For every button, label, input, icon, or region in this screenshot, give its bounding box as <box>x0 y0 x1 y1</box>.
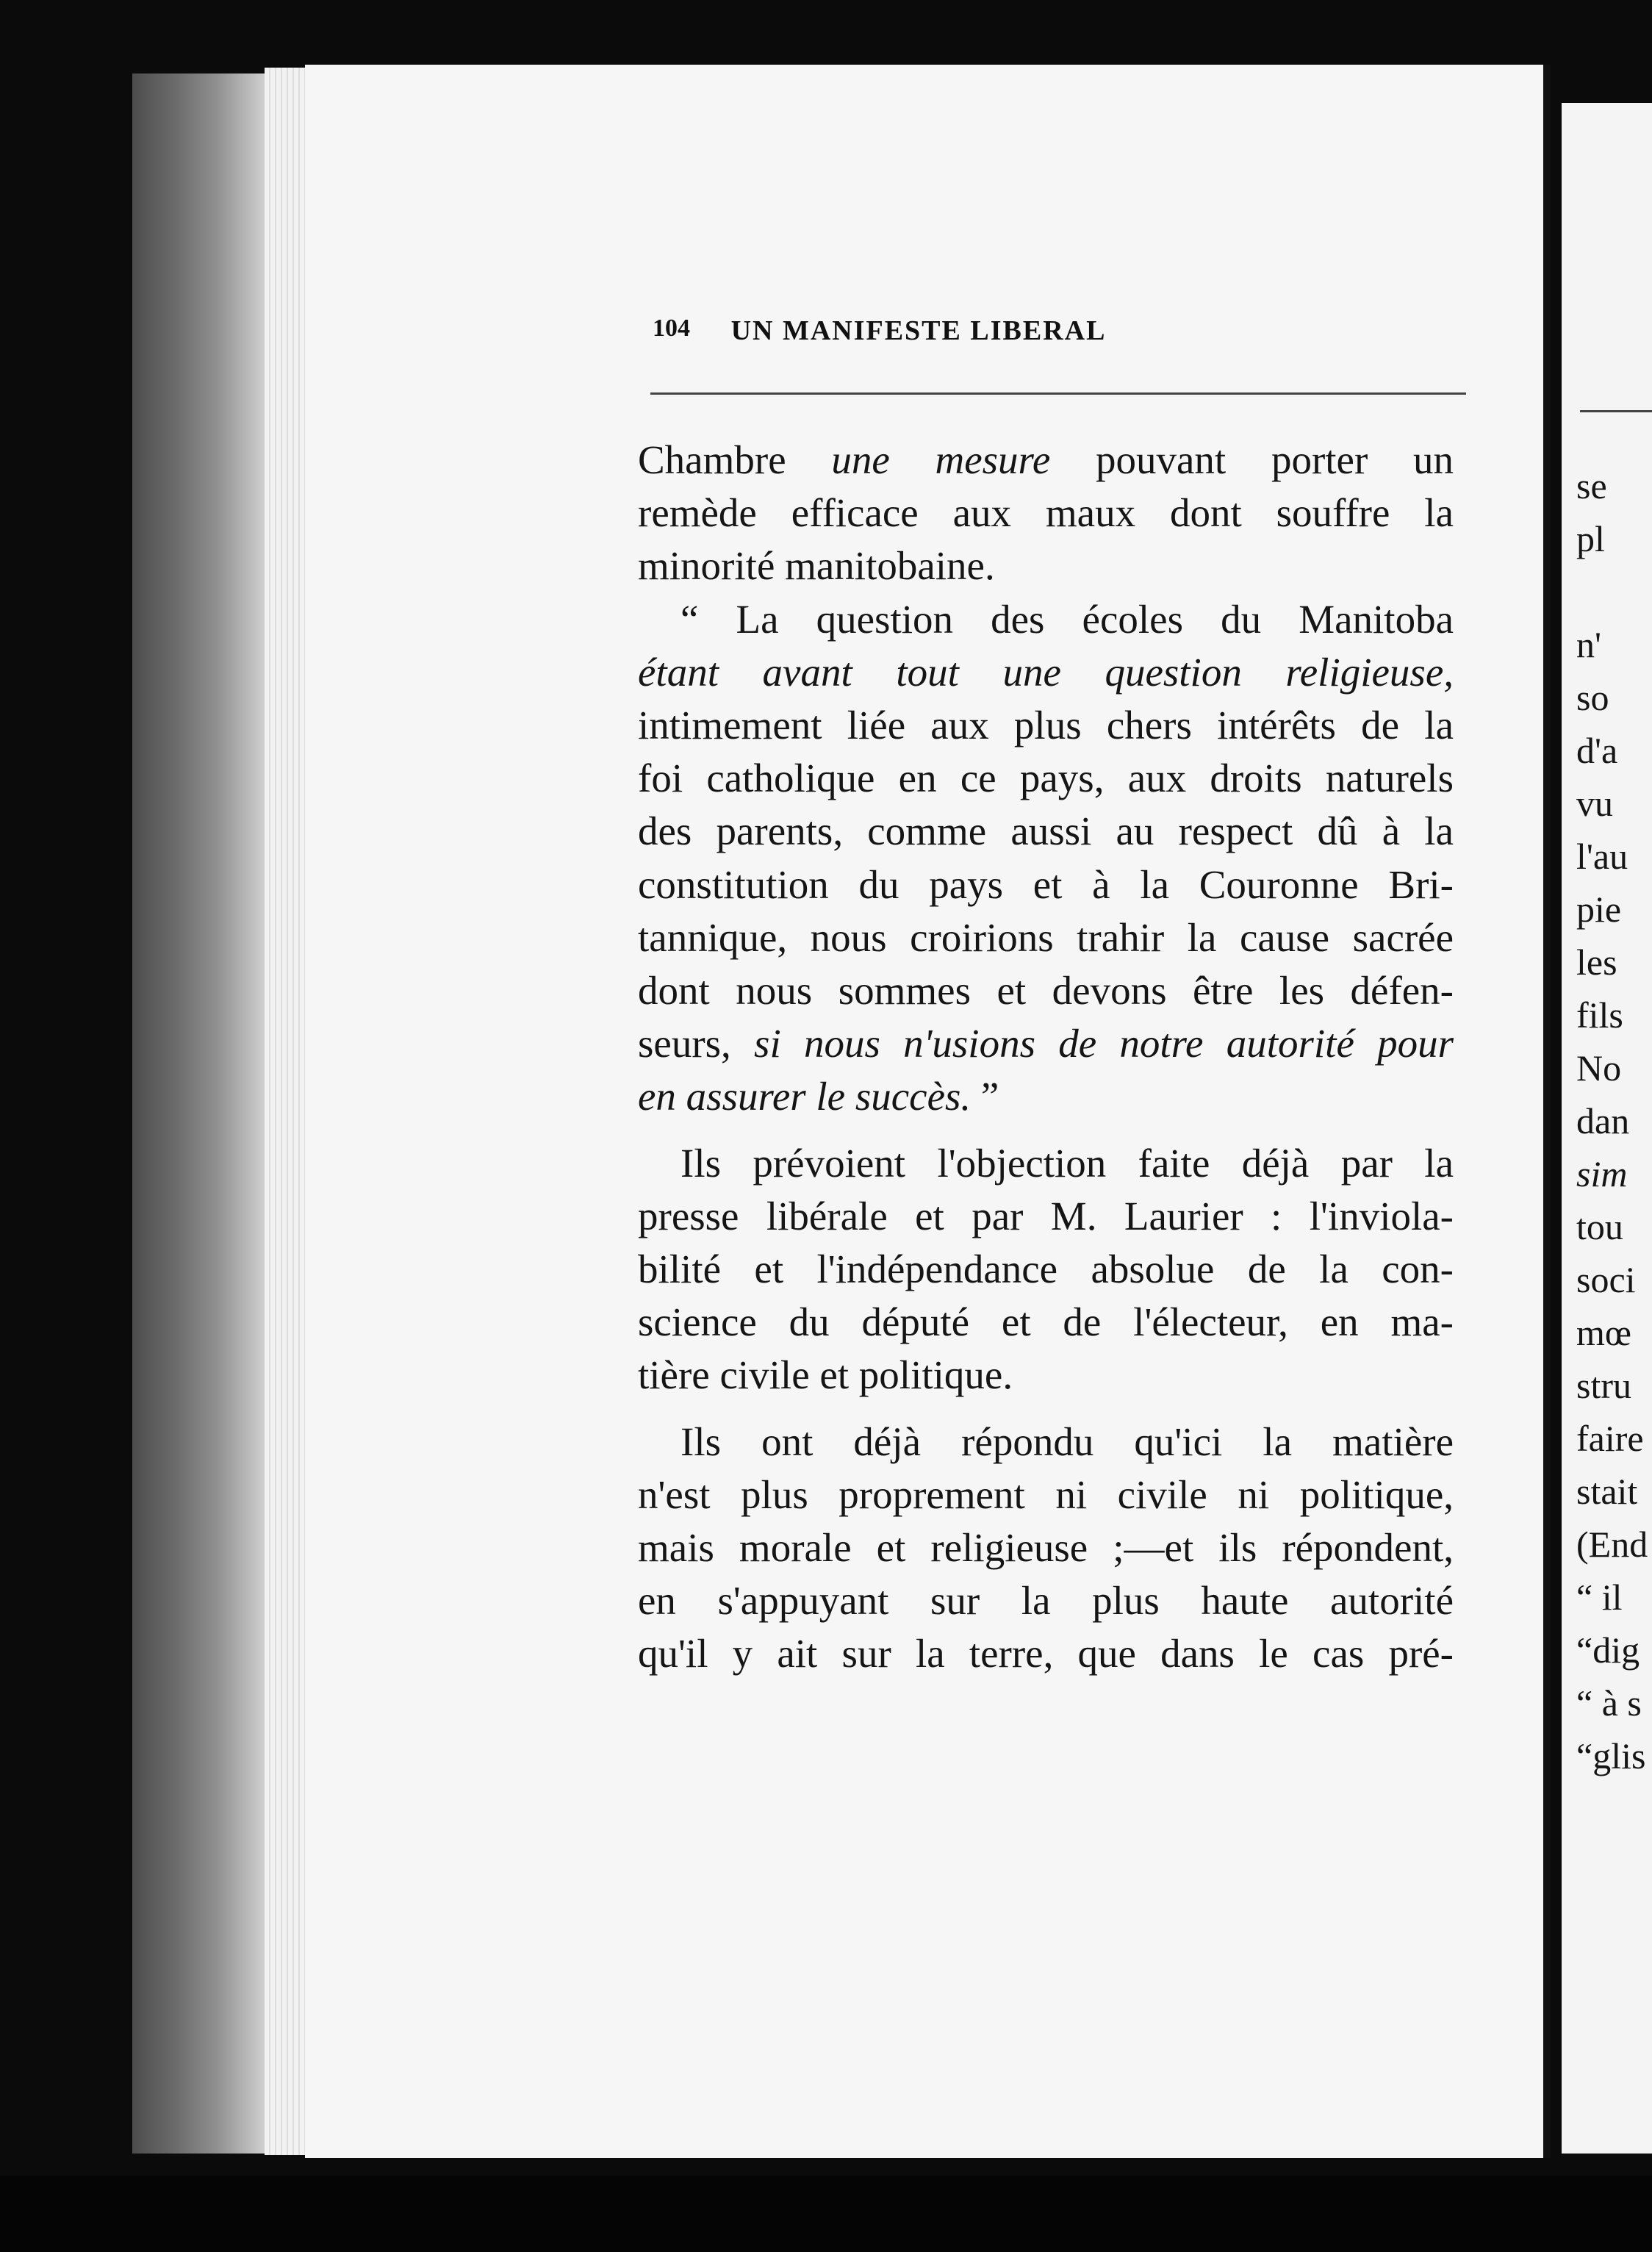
text-line <box>638 858 1454 911</box>
text-line <box>638 593 1454 646</box>
text-segment: science du député et de l'électeur, en ma- <box>638 1299 1454 1345</box>
facing-page-fragment: “glis <box>1576 1735 1646 1776</box>
book-spine <box>132 73 272 2154</box>
text-line <box>638 964 1454 1017</box>
text-line <box>638 805 1454 858</box>
text-segment: Ils ont déjà répondu qu'ici la matière <box>680 1419 1454 1464</box>
text-segment: ” <box>971 1074 999 1119</box>
text-line <box>638 1349 1454 1402</box>
facing-page-fragment: stru <box>1576 1365 1631 1406</box>
text-segment: n'est plus proprement ni civile ni politique, <box>638 1471 1454 1517</box>
italic-text: étant avant tout une question religieuse, <box>638 649 1454 695</box>
running-title: UN MANIFESTE LIBERAL <box>730 315 1107 346</box>
facing-page-fragment: fils <box>1576 994 1623 1036</box>
text-line <box>638 1070 1454 1123</box>
text-line <box>638 1243 1454 1296</box>
text-segment: mais morale et religieuse ;—et ils répondent, <box>638 1525 1454 1571</box>
text-segment: seurs, <box>638 1021 755 1066</box>
text-segment: tannique, nous croirions trahir la cause sacrée <box>638 914 1454 960</box>
facing-page-fragment: soci <box>1576 1259 1636 1300</box>
facing-page-fragment: pie <box>1576 889 1622 930</box>
text-segment: tière civile et politique. <box>638 1352 1013 1398</box>
paragraph-gap <box>638 1402 1454 1416</box>
facing-page-fragment: d'a <box>1576 730 1618 771</box>
facing-page-fragment: les <box>1576 942 1617 983</box>
facing-page-fragment: l'au <box>1576 836 1628 877</box>
facing-page-fragment: vu <box>1576 783 1613 824</box>
facing-page-fragment: “ il <box>1576 1577 1623 1618</box>
text-line <box>638 646 1454 699</box>
scan-border <box>0 2176 1652 2252</box>
italic-text: en assurer le succès. <box>638 1074 972 1119</box>
text-segment: constitution du pays et à la Couronne Bri- <box>638 861 1454 907</box>
text-segment: pouvant porter un <box>1050 437 1454 482</box>
text-line <box>638 487 1454 539</box>
text-line <box>638 1190 1454 1243</box>
text-segment: des parents, comme aussi au respect dû à la <box>638 808 1454 854</box>
text-segment: foi catholique en ce pays, aux droits naturels <box>638 756 1454 801</box>
text-line <box>638 434 1454 487</box>
text-line <box>638 699 1454 752</box>
text-segment: qu'il y ait sur la terre, que dans le cas pré- <box>638 1631 1454 1677</box>
text-line <box>638 1574 1454 1627</box>
facing-page-fragment: se <box>1576 465 1607 506</box>
text-line <box>638 539 1454 592</box>
facing-page-fragment: tou <box>1576 1206 1623 1247</box>
facing-page-fragment: (End <box>1576 1524 1648 1565</box>
facing-page-fragment: stait <box>1576 1471 1638 1512</box>
text-segment: Ils prévoient l'objection faite déjà par la <box>680 1140 1454 1186</box>
header-rule <box>650 392 1466 395</box>
text-line <box>638 1137 1454 1190</box>
page-edges <box>265 68 309 2155</box>
facing-page-fragment: pl <box>1576 518 1605 559</box>
facing-page-fragment: mœ <box>1576 1312 1631 1353</box>
text-segment: remède efficace aux maux dont souffre la <box>638 490 1454 536</box>
text-segment: en s'appuyant sur la plus haute autorité <box>638 1578 1454 1624</box>
facing-page-fragment: sim <box>1576 1153 1628 1194</box>
paragraph-gap <box>638 1124 1454 1137</box>
text-line <box>638 1521 1454 1574</box>
italic-text: une mesure <box>831 437 1051 482</box>
facing-page-fragment: No <box>1576 1047 1622 1089</box>
facing-page-fragment: faire <box>1576 1418 1644 1459</box>
facing-page-fragment: dan <box>1576 1100 1630 1141</box>
facing-page-fragment: “ à s <box>1576 1682 1642 1724</box>
text-segment: dont nous sommes et devons être les défen- <box>638 968 1454 1014</box>
text-segment: bilité et l'indépendance absolue de la con- <box>638 1247 1454 1292</box>
text-line <box>638 1296 1454 1349</box>
text-line <box>638 1416 1454 1469</box>
facing-page-fragment: “dig <box>1576 1629 1640 1671</box>
running-head <box>345 315 1492 359</box>
page-number: 104 <box>653 315 690 342</box>
text-line <box>638 911 1454 964</box>
facing-page-fragment: n' <box>1576 624 1602 665</box>
text-line <box>638 752 1454 805</box>
italic-text: si nous n'usions de notre autorité pour <box>754 1021 1454 1066</box>
facing-header-rule <box>1580 410 1652 412</box>
text-segment: “ La question des écoles du Manitoba <box>680 596 1454 642</box>
facing-page-fragment: so <box>1576 677 1609 718</box>
text-line <box>638 1017 1454 1070</box>
text-line <box>638 1627 1454 1680</box>
text-segment: intimement liée aux plus chers intérêts de la <box>638 703 1454 748</box>
body-text <box>638 434 1454 1681</box>
text-line <box>638 1469 1454 1521</box>
text-segment: Chambre <box>638 437 832 482</box>
text-segment: presse libérale et par M. Laurier : l'inviola- <box>638 1193 1454 1238</box>
text-segment: minorité manitobaine. <box>638 543 995 589</box>
